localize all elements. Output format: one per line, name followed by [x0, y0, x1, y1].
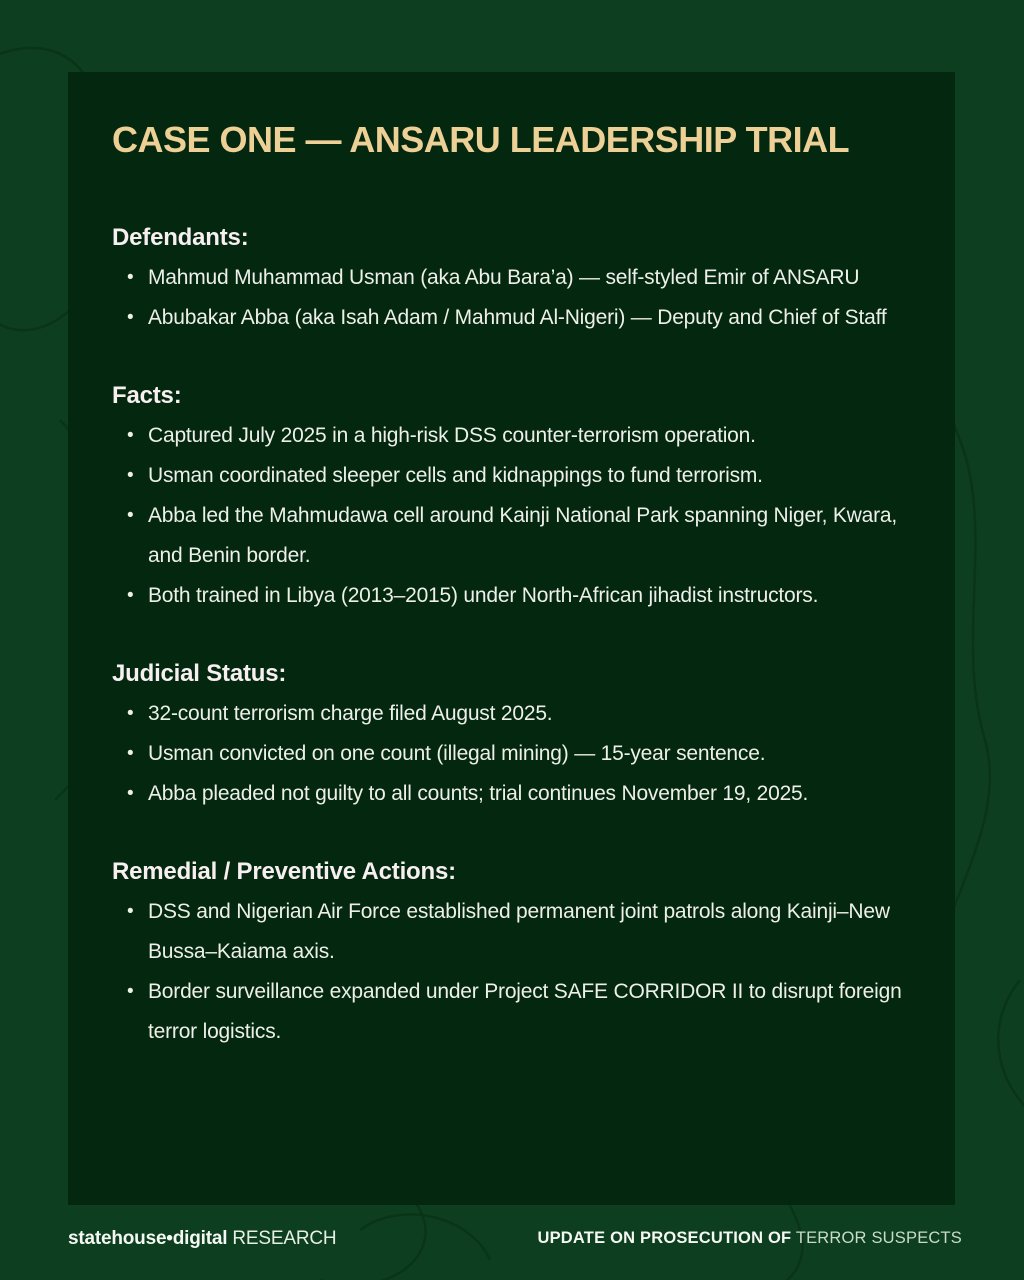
case-card: [68, 72, 955, 1205]
list-item: • 32-count terrorism charge filed August 2025.: [112, 694, 911, 734]
brand-suffix: RESEARCH: [232, 1227, 337, 1249]
section-heading-facts: Facts:: [112, 382, 182, 409]
section-heading-judicial-status: Judicial Status:: [112, 660, 287, 687]
list-item: • Usman coordinated sleeper cells and kidnappings to fund terrorism.: [112, 456, 911, 496]
list-item: • Abba led the Mahmudawa cell around Kainji National Park spanning Niger, Kwara, and Benin border.: [112, 496, 911, 576]
footer-tagline-dim: TERROR SUSPECTS: [795, 1229, 962, 1247]
section-defendants: [112, 218, 911, 338]
section-remedial-actions: [112, 852, 911, 1052]
brand: [68, 1228, 336, 1250]
remedial-actions-list: [112, 892, 911, 1052]
section-judicial-status: [112, 654, 911, 814]
list-item: • Abba pleaded not guilty to all counts; trial continues November 19, 2025.: [112, 774, 911, 814]
list-item: • Abubakar Abba (aka Isah Adam / Mahmud Al-Nigeri) — Deputy and Chief of Staff: [112, 298, 911, 338]
section-facts: [112, 376, 911, 616]
list-item: • Usman convicted on one count (illegal mining) — 15-year sentence.: [112, 734, 911, 774]
footer: [0, 1205, 1024, 1280]
section-heading-remedial-actions: Remedial / Preventive Actions:: [112, 858, 456, 885]
facts-list: [112, 416, 911, 616]
footer-tagline-bold: UPDATE ON PROSECUTION OF: [537, 1229, 792, 1247]
list-item: • Border surveillance expanded under Project SAFE CORRIDOR II to disrupt foreign terror logistics.: [112, 972, 911, 1052]
brand-name: statehouse•digital: [68, 1227, 228, 1249]
defendants-list: [112, 258, 911, 338]
list-item: • DSS and Nigerian Air Force established permanent joint patrols along Kainji–New Bussa–Kaiama axis.: [112, 892, 911, 972]
judicial-status-list: [112, 694, 911, 814]
section-heading-defendants: Defendants:: [112, 224, 249, 251]
card-title: CASE ONE — ANSARU LEADERSHIP TRIAL: [112, 119, 850, 160]
list-item: • Mahmud Muhammad Usman (aka Abu Bara’a) — self-styled Emir of ANSARU: [112, 258, 911, 298]
list-item: • Captured July 2025 in a high-risk DSS counter-terrorism operation.: [112, 416, 911, 456]
list-item: • Both trained in Libya (2013–2015) under North-African jihadist instructors.: [112, 576, 911, 616]
footer-tagline: [537, 1229, 962, 1248]
